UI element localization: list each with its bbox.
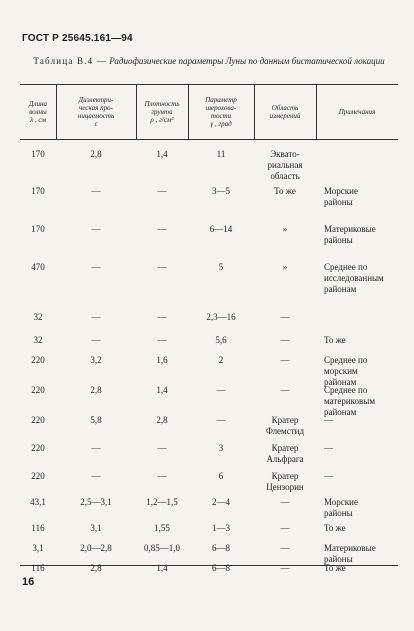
table-label: Таблица В.4 —: [33, 56, 107, 66]
cell-wavelength: 220: [31, 355, 45, 365]
cell-permittivity: 2,0—2,8: [80, 543, 112, 553]
cell-density: 1,55: [154, 523, 170, 533]
header-measurement-area: Область измерений: [269, 104, 301, 120]
cell-permittivity: 3,2: [90, 355, 102, 365]
cell-wavelength: 170: [31, 224, 45, 234]
cell-roughness: —: [216, 415, 226, 425]
cell-measurement-area: —: [280, 497, 290, 507]
cell-roughness: 5: [218, 262, 224, 272]
cell-density: —: [157, 335, 167, 345]
header-wavelength: Длина волны λ , см: [29, 100, 47, 124]
cell-roughness: 5,6: [215, 335, 227, 345]
cell-permittivity: 3,1: [90, 523, 102, 533]
cell-permittivity: —: [91, 262, 101, 272]
parameters-table: [20, 84, 398, 573]
cell-wavelength: 170: [31, 149, 45, 159]
cell-permittivity: —: [91, 224, 101, 234]
cell-measurement-area: —: [280, 355, 290, 365]
cell-notes: —: [324, 443, 333, 453]
cell-measurement-area: —: [280, 312, 290, 322]
cell-permittivity: 2,8: [90, 563, 102, 573]
cell-density: —: [157, 224, 167, 234]
header-permittivity: Диэлектри- ческая про- ницаемость ε: [77, 96, 115, 128]
cell-measurement-area: Кратер Альфрага: [266, 443, 304, 464]
cell-wavelength: 220: [31, 385, 45, 395]
cell-roughness: 2,3—16: [206, 312, 236, 322]
header-density: Плотность грунта ρ , г/см³: [144, 100, 180, 124]
cell-wavelength: 220: [31, 471, 45, 481]
cell-permittivity: —: [91, 443, 101, 453]
cell-density: —: [157, 443, 167, 453]
cell-permittivity: 2,8: [90, 385, 102, 395]
cell-roughness: 1—3: [212, 523, 230, 533]
cell-roughness: 11: [216, 149, 226, 159]
table-caption: [20, 56, 398, 66]
cell-permittivity: 2,5—3,1: [80, 497, 112, 507]
cell-measurement-area: —: [280, 335, 290, 345]
cell-measurement-area: —: [280, 563, 290, 573]
cell-density: 1,4: [156, 149, 168, 159]
cell-wavelength: 116: [31, 523, 45, 533]
cell-roughness: 6—8: [212, 563, 230, 573]
cell-measurement-area: Эквато- риальная область: [267, 149, 303, 181]
cell-measurement-area: Кратер Цензорин: [266, 471, 304, 492]
cell-permittivity: 2,8: [90, 149, 102, 159]
cell-wavelength: 170: [31, 186, 45, 196]
cell-density: 2,8: [156, 415, 168, 425]
cell-roughness: 6—14: [209, 224, 233, 234]
cell-measurement-area: »: [282, 262, 288, 272]
cell-wavelength: 470: [31, 262, 45, 272]
cell-measurement-area: —: [280, 385, 290, 395]
cell-permittivity: —: [91, 186, 101, 196]
cell-density: —: [157, 186, 167, 196]
cell-measurement-area: То же: [274, 186, 296, 196]
cell-notes: Среднее по исследованным районам: [324, 262, 384, 294]
cell-wavelength: 32: [33, 312, 43, 322]
cell-roughness: 3—5: [212, 186, 230, 196]
cell-permittivity: 5,8: [90, 415, 102, 425]
header-notes: Примечания: [338, 108, 376, 116]
cell-notes: Морские районы: [324, 186, 358, 207]
table-header: [20, 85, 398, 140]
table-title: Радиофизические параметры Луны по данным бистатической локации: [109, 56, 385, 66]
document-code: ГОСТ Р 25645.161—94: [22, 33, 133, 44]
page-number: 16: [22, 576, 35, 588]
cell-roughness: 6: [218, 471, 224, 481]
cell-permittivity: —: [91, 335, 101, 345]
cell-notes: То же: [324, 523, 346, 533]
cell-notes: Материковые районы: [324, 224, 376, 245]
cell-roughness: —: [216, 385, 226, 395]
cell-roughness: 2: [218, 355, 224, 365]
cell-wavelength: 43,1: [30, 497, 46, 507]
cell-wavelength: 220: [31, 443, 45, 453]
cell-measurement-area: —: [280, 523, 290, 533]
cell-measurement-area: »: [282, 224, 288, 234]
cell-measurement-area: —: [280, 543, 290, 553]
cell-wavelength: 116: [31, 563, 45, 573]
cell-permittivity: —: [91, 471, 101, 481]
cell-notes: —: [324, 415, 333, 425]
cell-roughness: 6—8: [212, 543, 230, 553]
cell-wavelength: 3,1: [32, 543, 44, 553]
header-roughness: Параметр шерохова- тости γ , град: [205, 96, 237, 128]
cell-density: —: [157, 471, 167, 481]
cell-notes: Среднее по материковым районам: [324, 385, 376, 417]
cell-density: 0,85—1,0: [144, 543, 180, 553]
cell-density: 1,2—1,5: [146, 497, 178, 507]
cell-roughness: 2—4: [212, 497, 230, 507]
cell-wavelength: 32: [33, 335, 43, 345]
cell-notes: —: [324, 471, 333, 481]
cell-notes: То же: [324, 563, 346, 573]
cell-notes: Материковые районы: [324, 543, 376, 564]
cell-wavelength: 220: [31, 415, 45, 425]
cell-density: 1,6: [156, 355, 168, 365]
cell-density: 1,4: [156, 385, 168, 395]
cell-roughness: 3: [218, 443, 224, 453]
cell-density: 1,4: [156, 563, 168, 573]
cell-density: —: [157, 262, 167, 272]
cell-notes: Среднее по морским районам: [324, 355, 368, 387]
cell-notes: То же: [324, 335, 346, 345]
cell-measurement-area: Кратер Флемстид: [265, 415, 305, 436]
cell-density: —: [157, 312, 167, 322]
cell-permittivity: —: [91, 312, 101, 322]
cell-notes: Морские районы: [324, 497, 358, 518]
